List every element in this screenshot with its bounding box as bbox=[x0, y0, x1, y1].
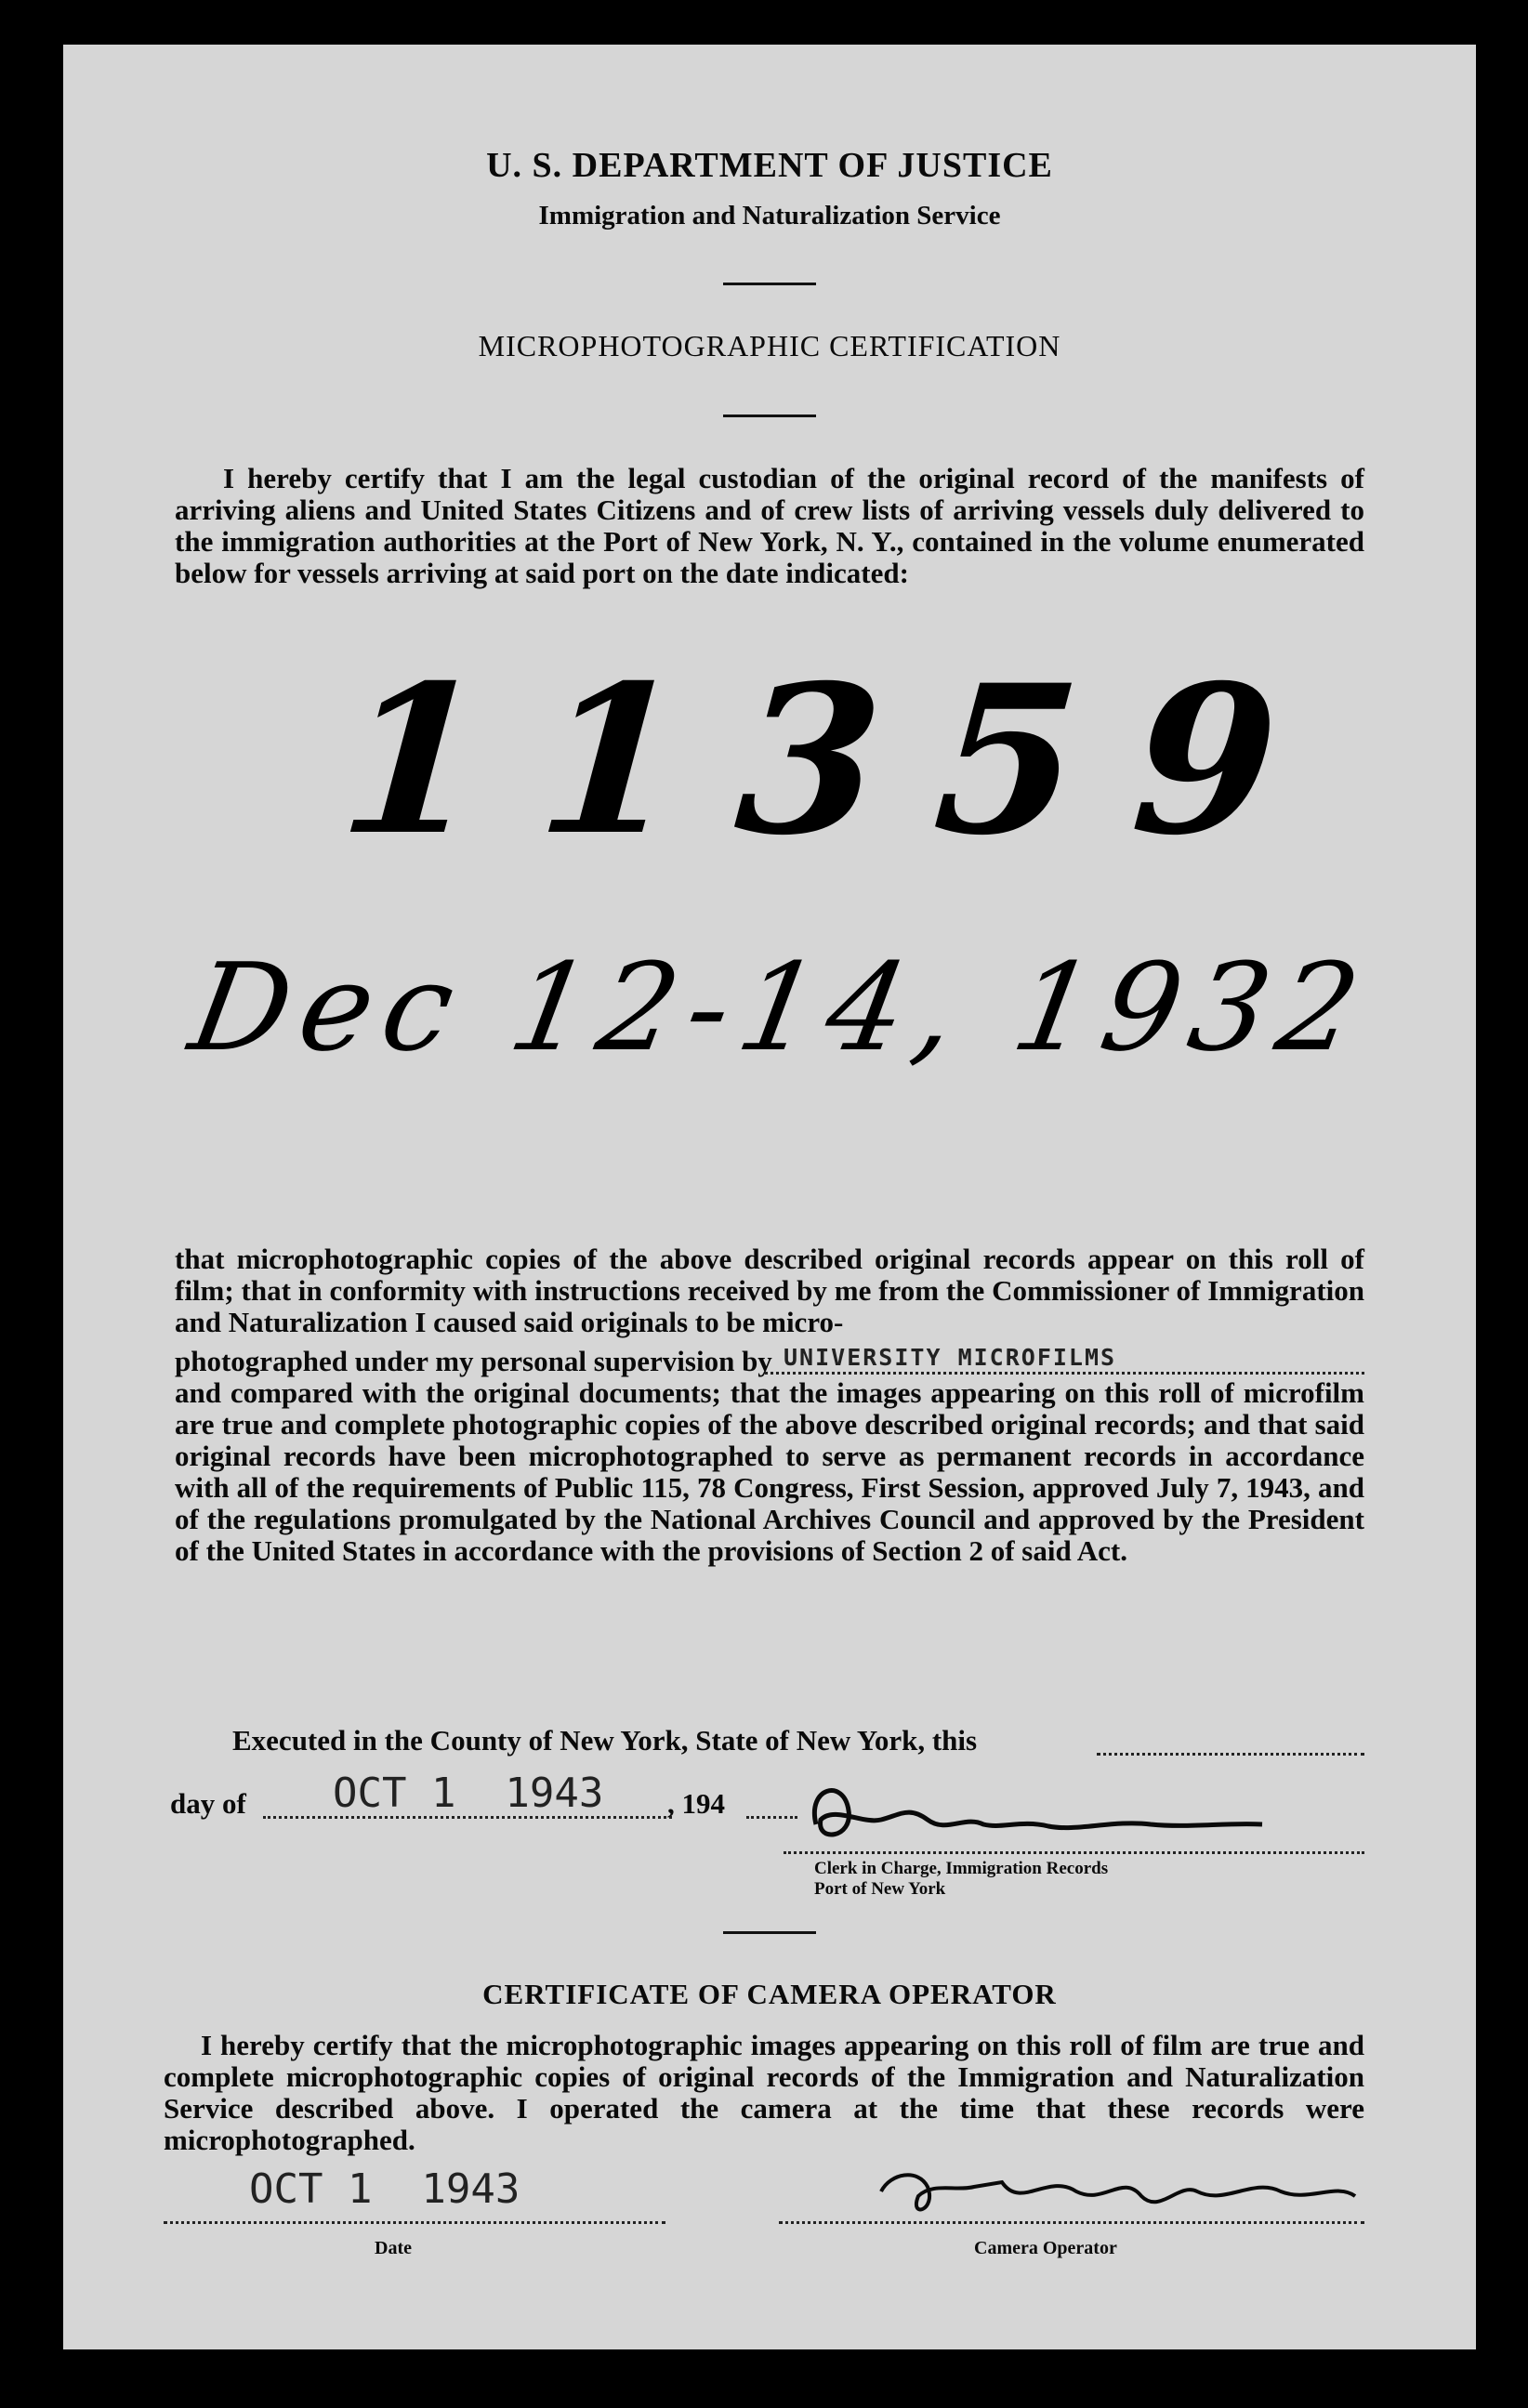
camera-date-dotline bbox=[164, 2221, 665, 2224]
body-line-1: that microphotographic copies of the above described original records appear on this roll of film; that in conformity with instructions received by me from the Commissioner of Immigration and Naturalization I caused said originals to be micro- bbox=[175, 1243, 1364, 1338]
executed-line: Executed in the County of New York, State of New York, this bbox=[232, 1724, 978, 1757]
divider bbox=[723, 414, 816, 417]
body-paragraph bbox=[175, 1243, 1364, 1567]
clerk-signature-dotline bbox=[784, 1851, 1364, 1854]
camera-operator-signature bbox=[863, 2154, 1383, 2238]
handwritten-date-range: Dec 12-14, 1932 bbox=[180, 937, 1380, 1078]
clerk-signature bbox=[779, 1769, 1299, 1871]
department-title: U. S. DEPARTMENT OF JUSTICE bbox=[486, 146, 1053, 185]
camera-date-label: Date bbox=[375, 2238, 412, 2258]
intro-paragraph: I hereby certify that I am the legal custodian of the original record of the manifests of arriving aliens and United States Citizens and of crew lists of arriving vessels duly delivered to the immigration authorities at the Port of New York, N. Y., contained in the volume enumerated below for vessels arriving at said port on the date indicated: bbox=[175, 462, 1364, 589]
year-prefix: , 194 bbox=[667, 1787, 725, 1820]
photographed-by-value: UNIVERSITY MICROFILMS bbox=[784, 1344, 1117, 1371]
clerk-caption: Clerk in Charge, Immigration Records Port of New York bbox=[814, 1859, 1109, 1899]
divider bbox=[723, 1931, 816, 1934]
day-of-label: day of bbox=[170, 1787, 246, 1820]
camera-date-stamp: OCT 1 1943 bbox=[249, 2165, 520, 2213]
photographed-by-label: photographed under my personal supervision by bbox=[175, 1345, 772, 1377]
service-subtitle: Immigration and Naturalization Service bbox=[538, 201, 1001, 230]
handwritten-volume-number: 11359 bbox=[333, 639, 1341, 880]
executed-date-dotline bbox=[1097, 1753, 1364, 1756]
camera-certificate-title: CERTIFICATE OF CAMERA OPERATOR bbox=[482, 1978, 1057, 2010]
camera-certificate-text: I hereby certify that the microphotographic images appearing on this roll of film are true and complete microphotographic copies of original records of the Immigration and Naturalization Service described above. I operated the camera at the time that these records were microphotographed. bbox=[164, 2029, 1364, 2156]
divider bbox=[723, 283, 816, 285]
camera-operator-label: Camera Operator bbox=[974, 2238, 1117, 2258]
section-title: MICROPHOTOGRAPHIC CERTIFICATION bbox=[478, 329, 1061, 362]
certificate-page bbox=[63, 45, 1476, 2349]
photographed-by-line bbox=[175, 1346, 1364, 1377]
camera-operator-dotline bbox=[779, 2221, 1364, 2224]
body-rest: and compared with the original documents; that the images appearing on this roll of microfilm are true and complete photographic copies of the above described original records; and that said original records have been microphotographed to serve as permanent records in accordance with all of the requirements of Public 115, 78 Congress, First Session, approved July 7, 1943, and of the regulations promulgated by the National Archives Council and approved by the President of the United States in accordance with the provisions of Section 2 of said Act. bbox=[175, 1376, 1364, 1567]
day-of-stamp: OCT 1 1943 bbox=[333, 1770, 604, 1817]
